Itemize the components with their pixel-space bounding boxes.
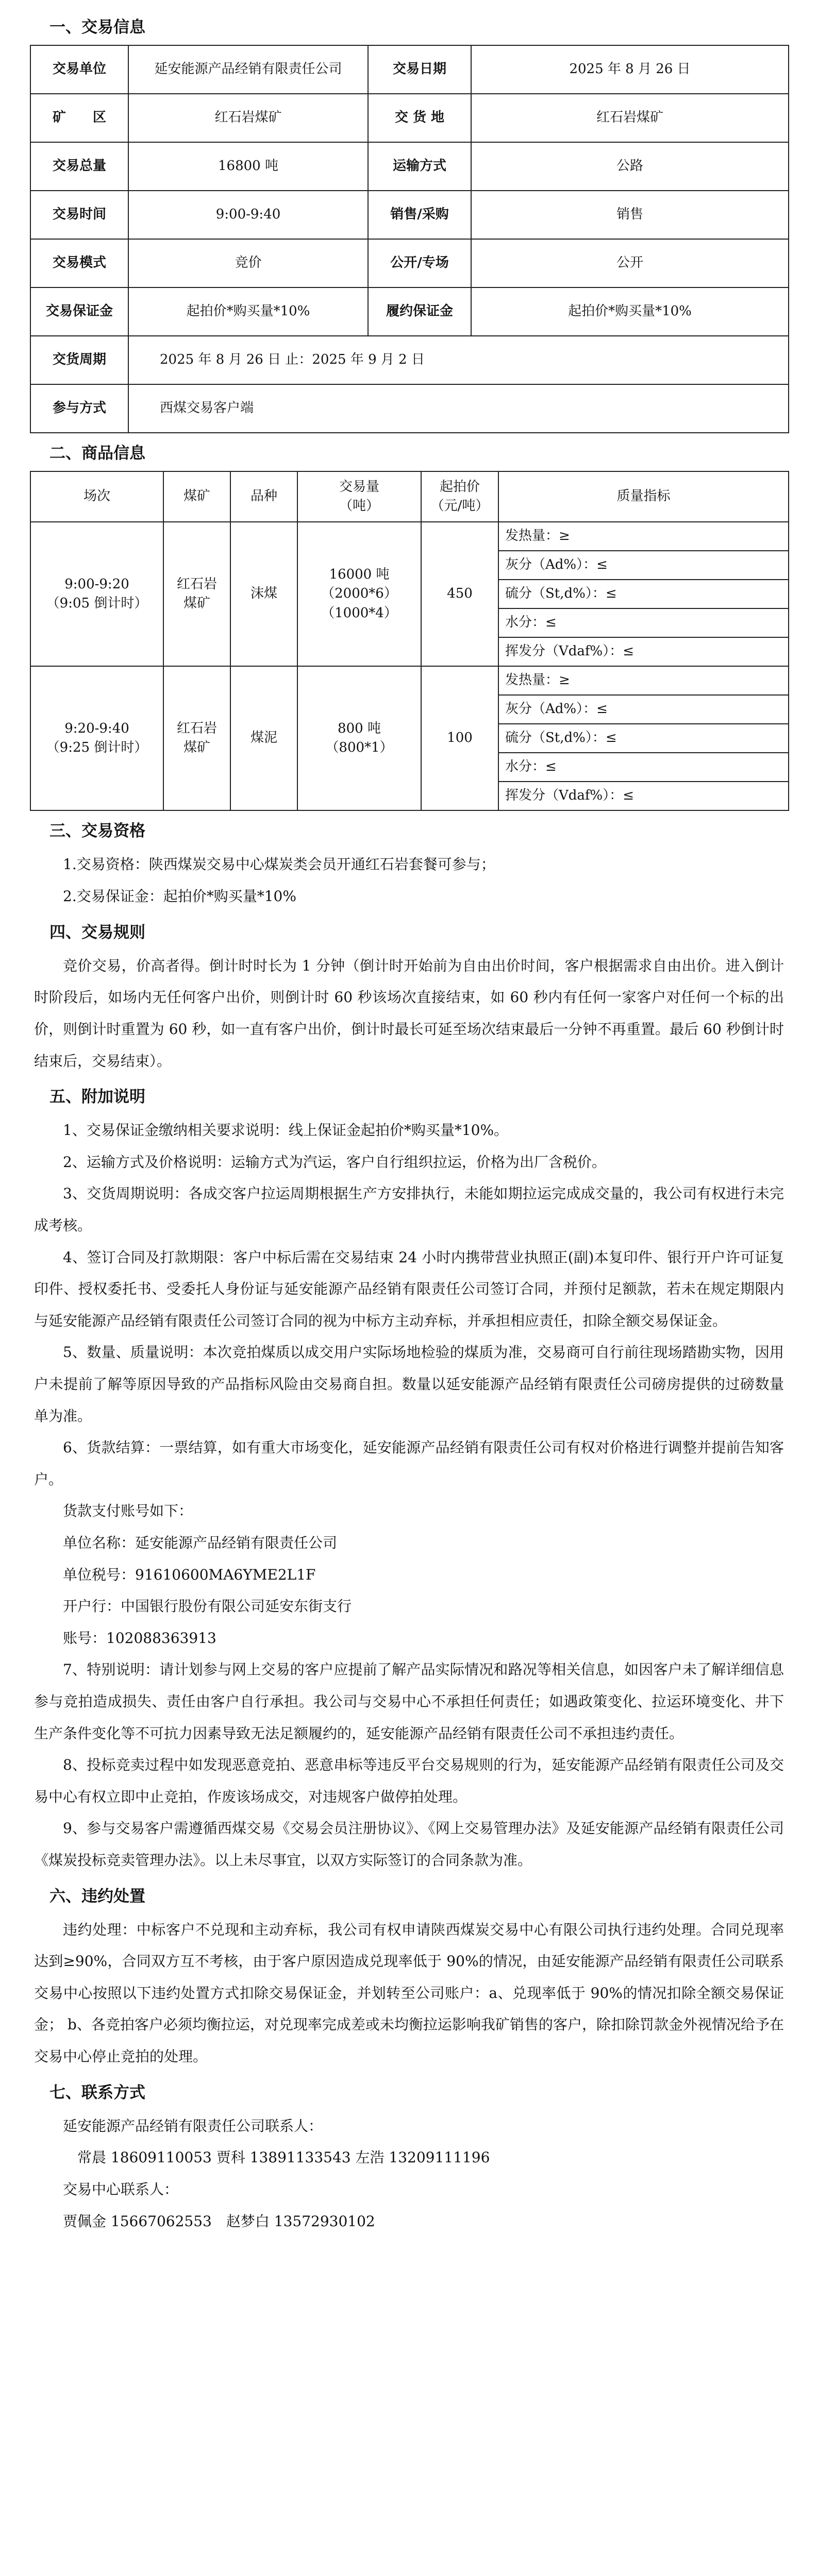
goods-quality-index: 发热量：≥ (498, 666, 789, 695)
trade-method-row (30, 384, 789, 433)
qualification-line-2: 2.交易保证金：起拍价*购买量*10% (63, 888, 296, 905)
goods-session: 9:00-9:20 （9:05 倒计时） (30, 522, 163, 666)
trade-info-row (30, 142, 789, 191)
info-value: 红石岩煤矿 (128, 94, 368, 142)
note-6: 6、货款结算：一票结算，如有重大市场变化，延安能源产品经销有限责任公司有权对价格进行调整并提前告知客户。 (34, 1439, 784, 1488)
note-9: 9、参与交易客户需遵循西煤交易《交易会员注册协议》、《网上交易管理办法》及延安能源产品经销有限责任公司《煤炭投标竞卖管理办法》。以上未尽事宜，以双方实际签订的合同条款为准。 (34, 1820, 784, 1869)
section-title-qualification: 三、交易资格 (49, 822, 145, 841)
goods-quality-index: 灰分（Ad%）：≤ (498, 551, 789, 580)
section-title-notes: 五、附加说明 (49, 1088, 145, 1107)
goods-session: 9:20-9:40 （9:25 倒计时） (30, 666, 163, 810)
goods-header-row (30, 471, 789, 522)
goods-start-price: 450 (421, 522, 498, 666)
section-title-rules: 四、交易规则 (49, 923, 145, 942)
goods-header-cell: 起拍价 （元/吨） (421, 471, 498, 522)
goods-quality-index: 硫分（St,d%）：≤ (498, 580, 789, 608)
rules-text: 竞价交易，价高者得。倒计时时长为 1 分钟（倒计时开始前为自由出价时间，客户根据需求自由出价。进入倒计时阶段后，如场内无任何客户出价，则倒计时 60 秒该场次直接结束，如 60 秒内有任何一家客户对任何一个标的出价，则倒计时重置为 60 秒，如一直有客户出价，倒计时最长可延至场次结束最后一分钟不再重置。最后 60 秒倒计时结束后，交易结束）。 (34, 957, 784, 1070)
center-contact-label: 交易中心联系人： (63, 2180, 179, 2198)
trade-period-row (30, 336, 789, 384)
method-value: 西煤交易客户端 (128, 384, 789, 433)
bank-title: 货款支付账号如下： (63, 1502, 193, 1520)
section-title-default: 六、违约处置 (49, 1887, 145, 1906)
goods-volume: 800 吨 （800*1） (297, 666, 421, 810)
goods-variety: 煤泥 (230, 666, 297, 810)
goods-row (30, 666, 789, 695)
method-label: 参与方式 (30, 384, 128, 433)
info-value: 延安能源产品经销有限责任公司 (128, 45, 368, 94)
center-contact-phones: 贾佩金 15667062553 赵梦白 13572930102 (63, 2212, 375, 2230)
company-contact-label: 延安能源产品经销有限责任公司联系人： (63, 2117, 323, 2134)
goods-volume: 16000 吨 （2000*6） （1000*4） (297, 522, 421, 666)
trade-info-row (30, 287, 789, 336)
note-2: 2、运输方式及价格说明：运输方式为汽运，客户自行组织拉运，价格为出厂含税价。 (63, 1153, 606, 1171)
trade-info-row (30, 239, 789, 287)
goods-info-table (30, 471, 789, 811)
bank-tax-id: 单位税号：91610600MA6YME2L1F (63, 1566, 316, 1583)
trade-info-row (30, 45, 789, 94)
goods-quality-index: 硫分（St,d%）：≤ (498, 724, 789, 753)
info-label: 矿 区 (30, 94, 128, 142)
info-value: 起拍价*购买量*10% (128, 287, 368, 336)
info-label: 交易单位 (30, 45, 128, 94)
goods-quality-index: 水分：≤ (498, 753, 789, 782)
info-value: 起拍价*购买量*10% (471, 287, 789, 336)
period-value: 2025 年 8 月 26 日 止：2025 年 9 月 2 日 (128, 336, 789, 384)
goods-header-cell: 质量指标 (498, 471, 789, 522)
bank-name: 单位名称：延安能源产品经销有限责任公司 (63, 1534, 338, 1551)
goods-header-cell: 场次 (30, 471, 163, 522)
info-label: 交易日期 (368, 45, 471, 94)
info-value: 红石岩煤矿 (471, 94, 789, 142)
default-text: 违约处理：中标客户不兑现和主动弃标，我公司有权申请陕西煤炭交易中心有限公司执行违约处理。合同兑现率达到≥90%，合同双方互不考核，由于客户原因造成兑现率低于 90%的情况，由延安能源产品经销有限责任公司联系交易中心按照以下违约处置方式扣除交易保证金，并划转至公司账户：a、兑现率低于 90%的情况扣除全额交易保证金； b、各竞拍客户必须均衡拉运，对兑现率完成差或未均衡拉运影响我矿销售的客户，除扣除罚款金外视情况给予在交易中心停止竞拍的处理。 (34, 1921, 784, 2065)
section-title-goods-info: 二、商品信息 (49, 444, 145, 463)
info-label: 运输方式 (368, 142, 471, 191)
goods-header-cell: 煤矿 (163, 471, 230, 522)
bank-account: 账号：102088363913 (63, 1629, 216, 1647)
info-label: 销售/采购 (368, 191, 471, 239)
info-label: 交易保证金 (30, 287, 128, 336)
qualification-line-1: 1.交易资格：陕西煤炭交易中心煤炭类会员开通红石岩套餐可参与； (63, 856, 495, 873)
note-7: 7、特别说明：请计划参与网上交易的客户应提前了解产品实际情况和路况等相关信息，如因客户未了解详细信息参与竞拍造成损失、责任由客户自行承担。我公司与交易中心不承担任何责任；如遇政策变化、拉运环境变化、井下生产条件变化等不可抗力因素导致无法足额履约的，延安能源产品经销有限责任公司不承担违约责任。 (34, 1661, 784, 1742)
goods-quality-index: 挥发分（Vdaf%）：≤ (498, 637, 789, 666)
note-3: 3、交货周期说明：各成交客户拉运周期根据生产方安排执行，未能如期拉运完成成交量的，我公司有权进行未完成考核。 (34, 1185, 784, 1234)
goods-quality-index: 水分：≤ (498, 608, 789, 637)
goods-mine: 红石岩 煤矿 (163, 522, 230, 666)
goods-header-cell: 交易量 （吨） (297, 471, 421, 522)
info-value: 竞价 (128, 239, 368, 287)
note-8: 8、投标竞卖过程中如发现恶意竞拍、恶意串标等违反平台交易规则的行为，延安能源产品经销有限责任公司及交易中心有权立即中止竞拍，作废该场成交，对违规客户做停拍处理。 (34, 1756, 784, 1805)
info-value: 公路 (471, 142, 789, 191)
bank-branch: 开户行：中国银行股份有限公司延安东街支行 (63, 1598, 352, 1615)
goods-quality-index: 发热量：≥ (498, 522, 789, 551)
note-5: 5、数量、质量说明：本次竞拍煤质以成交用户实际场地检验的煤质为准，交易商可自行前往现场踏勘实物，因用户未提前了解等原因导致的产品指标风险由交易商自担。数量以延安能源产品经销有限责任公司磅房提供的过磅数量单为准。 (34, 1344, 784, 1425)
info-value: 公开 (471, 239, 789, 287)
section-title-contact: 七、联系方式 (49, 2083, 145, 2102)
goods-quality-index: 灰分（Ad%）：≤ (498, 695, 789, 724)
info-label: 交易总量 (30, 142, 128, 191)
goods-mine: 红石岩 煤矿 (163, 666, 230, 810)
goods-variety: 沫煤 (230, 522, 297, 666)
section-title-trade-info: 一、交易信息 (49, 18, 145, 37)
company-contact-phones: 常晨 18609110053 贾科 13891133543 左浩 13209111196 (77, 2149, 490, 2166)
trade-info-table (30, 45, 789, 433)
trade-info-row (30, 191, 789, 239)
info-value: 销售 (471, 191, 789, 239)
trade-info-row (30, 94, 789, 142)
note-4: 4、签订合同及打款期限：客户中标后需在交易结束 24 小时内携带营业执照正(副)本复印件、银行开户许可证复印件、授权委托书、受委托人身份证与延安能源产品经销有限责任公司签订合同，并预付足额款，若未在规定期限内与延安能源产品经销有限责任公司签订合同的视为中标方主动弃标，并承担相应责任，扣除全额交易保证金。 (34, 1248, 784, 1329)
goods-header-cell: 品种 (230, 471, 297, 522)
info-value: 9:00-9:40 (128, 191, 368, 239)
info-value: 2025 年 8 月 26 日 (471, 45, 789, 94)
info-label: 履约保证金 (368, 287, 471, 336)
info-value: 16800 吨 (128, 142, 368, 191)
period-label: 交货周期 (30, 336, 128, 384)
info-label: 交易模式 (30, 239, 128, 287)
info-label: 交易时间 (30, 191, 128, 239)
goods-row (30, 522, 789, 551)
info-label: 交 货 地 (368, 94, 471, 142)
info-label: 公开/专场 (368, 239, 471, 287)
goods-start-price: 100 (421, 666, 498, 810)
goods-quality-index: 挥发分（Vdaf%）：≤ (498, 782, 789, 810)
note-1: 1、交易保证金缴纳相关要求说明：线上保证金起拍价*购买量*10%。 (63, 1122, 509, 1139)
